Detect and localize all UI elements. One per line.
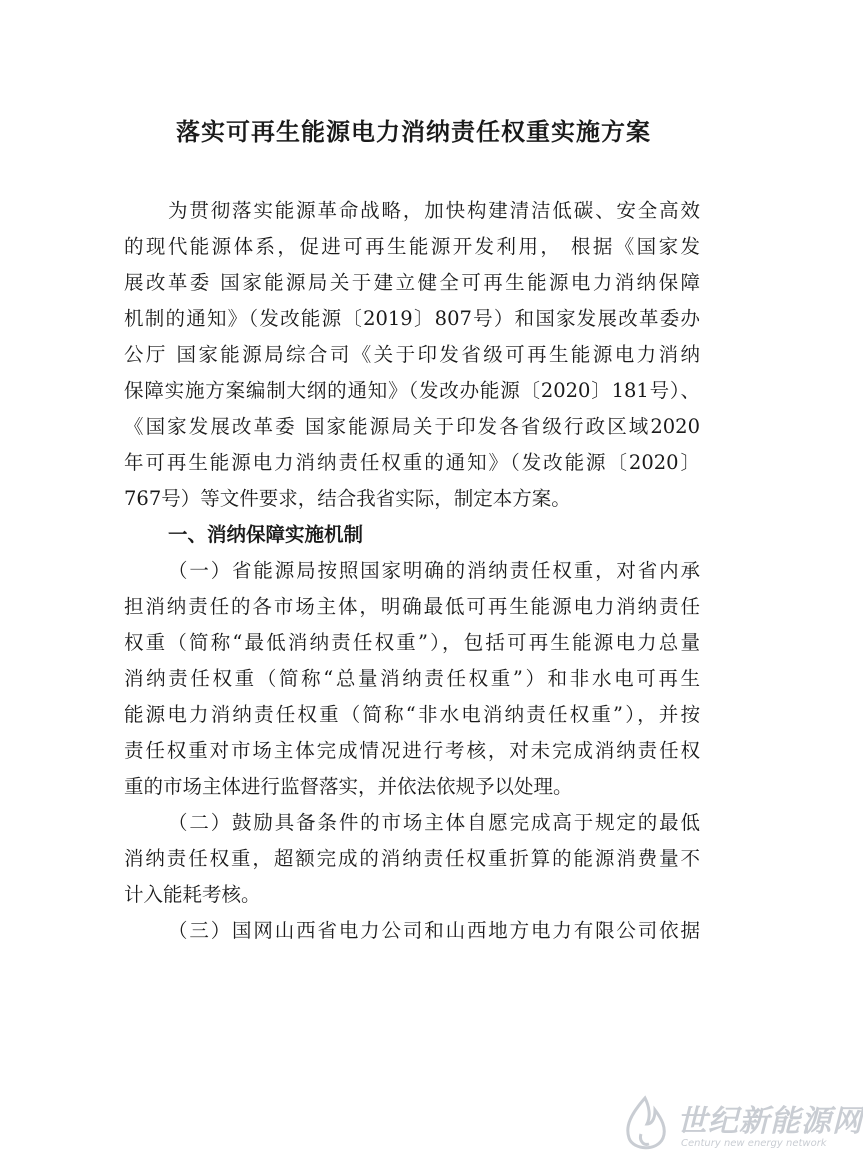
intro-line: 为贯彻落实能源革命战略，加快构建清洁低碳、安全高效 (168, 199, 700, 222)
item-line: 消纳责任权重（简称“总量消纳责任权重”）和非水电可再生 (124, 667, 700, 690)
item-line: （二）鼓励具备条件的市场主体自愿完成高于规定的最低 (168, 811, 700, 834)
document-title: 落实可再生能源电力消纳责任权重实施方案 (176, 118, 651, 146)
intro-line: 展改革委 国家能源局关于建立健全可再生能源电力消纳保障 (124, 271, 700, 294)
intro-line: 的现代能源体系，促进可再生能源开发利用， 根据《国家发 (124, 235, 700, 258)
intro-line: 公厅 国家能源局综合司《关于印发省级可再生能源电力消纳 (124, 343, 700, 366)
intro-line: 767号）等文件要求，结合我省实际，制定本方案。 (124, 487, 571, 510)
item-line: （一）省能源局按照国家明确的消纳责任权重，对省内承 (168, 559, 700, 582)
item-line: 计入能耗考核。 (124, 883, 261, 906)
item-line: 能源电力消纳责任权重（简称“非水电消纳责任权重”），并按 (124, 703, 700, 726)
item-line: 消纳责任权重，超额完成的消纳责任权重折算的能源消费量不 (124, 847, 700, 870)
item-line: 重的市场主体进行监督落实，并依法依规予以处理。 (124, 775, 573, 798)
intro-line: 保障实施方案编制大纲的通知》（发改办能源〔2020〕181号）、 (124, 379, 700, 402)
item-line: 责任权重对市场主体完成情况进行考核，对未完成消纳责任权 (124, 739, 700, 762)
item-line: 担消纳责任的各市场主体，明确最低可再生能源电力消纳责任 (124, 595, 700, 618)
intro-line: 机制的通知》（发改能源〔2019〕807号）和国家发展改革委办 (124, 307, 700, 330)
watermark-subtitle: Century new energy network (681, 1138, 827, 1149)
intro-line: 《国家发展改革委 国家能源局关于印发各省级行政区域2020 (124, 415, 700, 438)
flame-logo-icon (617, 1094, 673, 1156)
section-heading: 一、消纳保障实施机制 (168, 523, 364, 546)
item-line: 权重（简称“最低消纳责任权重”），包括可再生能源电力总量 (124, 631, 700, 654)
watermark (615, 1090, 863, 1160)
watermark-name: 世纪新能源网 (677, 1104, 863, 1139)
intro-line: 年可再生能源电力消纳责任权重的通知》（发改能源〔2020〕 (124, 451, 700, 474)
item-line: （三）国网山西省电力公司和山西地方电力有限公司依据 (168, 919, 700, 942)
